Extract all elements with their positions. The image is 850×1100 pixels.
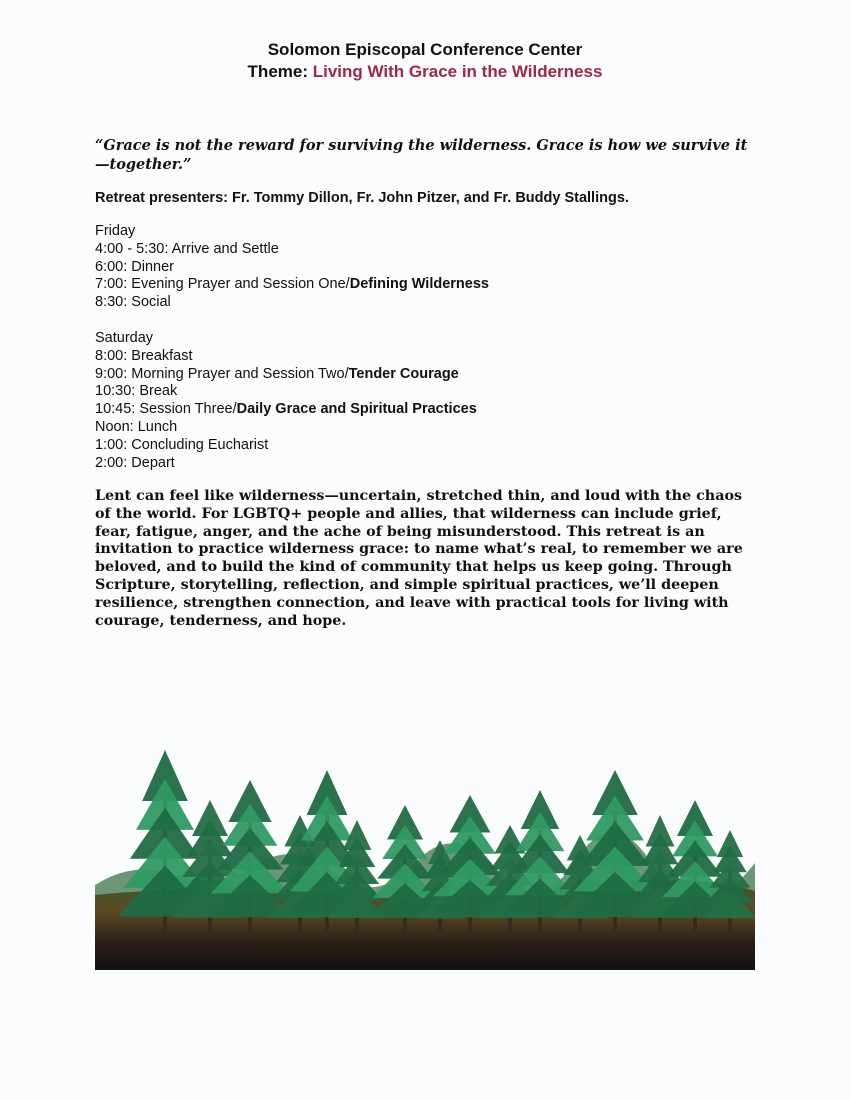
schedule-item: 7:00: Evening Prayer and Session One/Defining Wilderness xyxy=(95,276,489,293)
schedule-item: 6:00: Dinner xyxy=(95,258,174,275)
organization-title: Solomon Episcopal Conference Center xyxy=(267,40,583,59)
schedule-item: Noon: Lunch xyxy=(95,418,178,435)
retreat-description: Lent can feel like wilderness—uncertain, stretched thin, and loud with the chaos of the world. For LGBTQ+ people and allies, that wilderness can include grief, fear, fatigue, anger, and the ache of being misunderstood. This retreat is an invitation to practice wilderness grace: to name what’s real, to remember we are beloved, and to build the kind of community that helps us keep going. Through Scripture, storytelling, reflection, and simple spiritual practices, we’ll deepen resilience, strengthen connection, and leave with practical tools for living with courage, tenderness, and hope. xyxy=(95,488,743,629)
grace-quote: “Grace is not the reward for surviving the wilderness. Grace is how we survive it—together.” xyxy=(95,137,748,173)
schedule-day-heading: Friday xyxy=(95,223,136,239)
theme-line xyxy=(0,61,850,83)
forest-illustration-icon xyxy=(95,745,755,970)
schedule-item: 8:00: Breakfast xyxy=(95,347,193,364)
trees-group xyxy=(118,750,756,935)
schedule-item: 10:45: Session Three/Daily Grace and Spiritual Practices xyxy=(95,401,477,418)
theme-label: Theme: xyxy=(247,62,313,81)
schedule-item: 10:30: Break xyxy=(95,383,178,400)
schedule-item: 4:00 - 5:30: Arrive and Settle xyxy=(95,240,279,257)
schedule-item: 2:00: Depart xyxy=(95,454,175,471)
schedule-item: 1:00: Concluding Eucharist xyxy=(95,436,269,453)
schedule-item: 9:00: Morning Prayer and Session Two/Tender Courage xyxy=(95,365,459,382)
friday-schedule xyxy=(95,223,755,312)
schedule-item: 8:30: Social xyxy=(95,294,171,311)
theme-value: Living With Grace in the Wilderness xyxy=(312,62,603,81)
schedule-day-heading: Saturday xyxy=(95,330,154,346)
document-header xyxy=(0,39,850,83)
retreat-presenters: Retreat presenters: Fr. Tommy Dillon, Fr. John Pitzer, and Fr. Buddy Stallings. xyxy=(95,190,629,206)
saturday-schedule xyxy=(95,330,755,472)
